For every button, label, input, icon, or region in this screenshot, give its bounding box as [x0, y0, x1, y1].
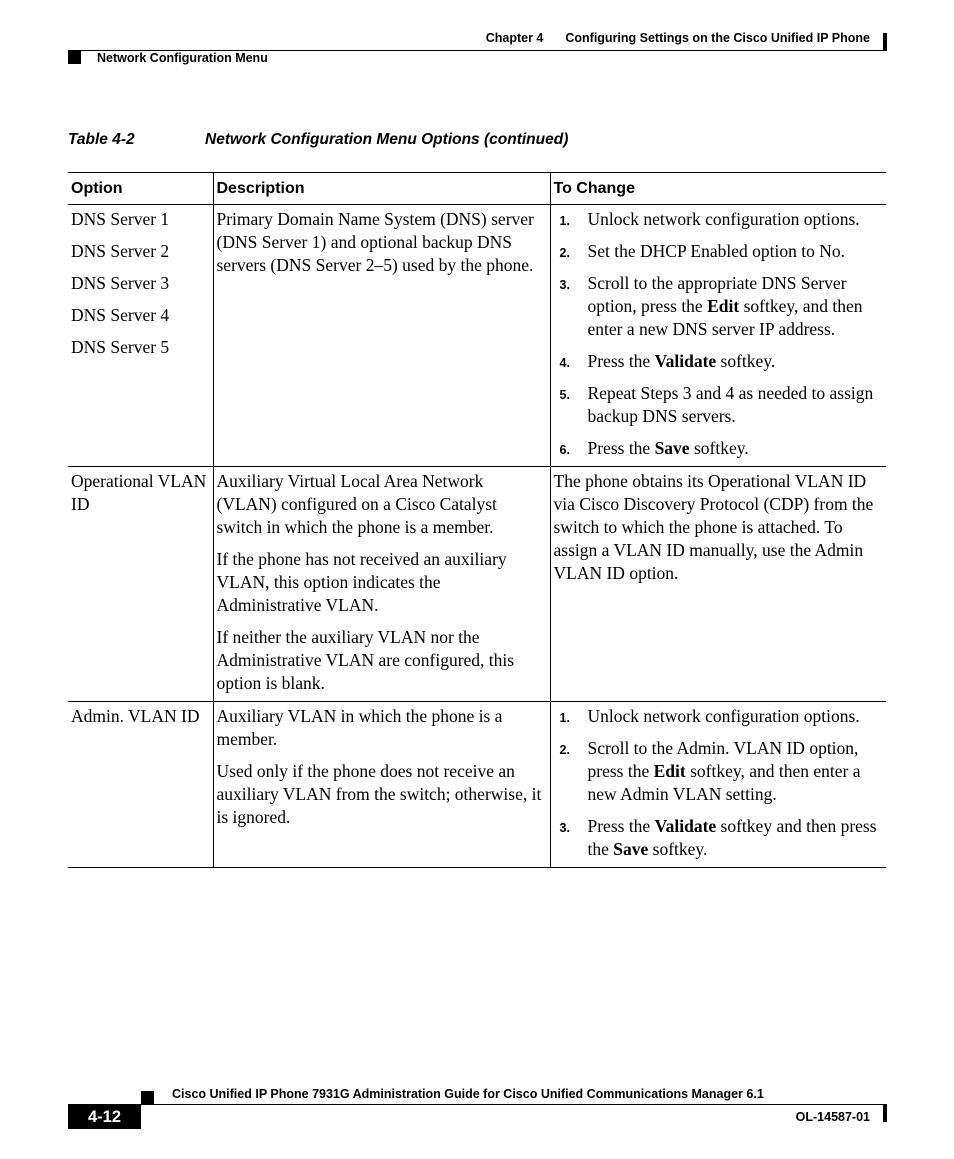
option-dns-server-5: DNS Server 5	[71, 337, 170, 357]
option-dns-server-4: DNS Server 4	[71, 305, 170, 325]
table-header-row	[68, 173, 886, 205]
step-text: Set the DHCP Enabled option to No.	[587, 241, 845, 261]
softkey-save: Save	[654, 438, 690, 458]
guide-title: Cisco Unified IP Phone 7931G Administration Guide for Cisco Unified Communications Manager 6.1	[172, 1087, 764, 1101]
option-cell	[68, 205, 213, 467]
description-text: If neither the auxiliary VLAN nor the Administrative VLAN are configured, this option is blank.	[216, 627, 515, 693]
doc-number: OL-14587-01	[795, 1110, 870, 1124]
to-change-text: The phone obtains its Operational VLAN ID via Cisco Discovery Protocol (CDP) from the switch to which the phone is attached. To assign a VLAN ID manually, use the Admin VLAN ID option.	[553, 471, 874, 583]
description-text: Auxiliary VLAN in which the phone is a member.	[216, 706, 503, 749]
step-item	[554, 815, 883, 861]
footer-square	[141, 1091, 154, 1104]
step-item	[554, 382, 883, 428]
step-number: 2.	[559, 246, 570, 260]
steps-list	[554, 705, 883, 861]
step-item	[554, 272, 883, 341]
step-number: 4.	[559, 356, 570, 370]
softkey-save: Save	[613, 839, 649, 859]
step-item	[554, 437, 883, 460]
page-number: 4-12	[68, 1105, 141, 1129]
option-cell	[68, 702, 213, 868]
footer-bar	[883, 1105, 887, 1122]
option-admin-vlan-id: Admin. VLAN ID	[71, 706, 200, 726]
header-bar	[883, 33, 887, 50]
table-number: Table 4-2	[68, 131, 135, 148]
step-item	[554, 705, 883, 728]
step-item	[554, 737, 883, 806]
step-number: 2.	[559, 743, 570, 757]
step-text: softkey and then press the	[587, 816, 877, 859]
option-dns-server-2: DNS Server 2	[71, 241, 170, 261]
step-text: Press the	[587, 816, 655, 836]
description-text: Auxiliary Virtual Local Area Network (VLAN) configured on a Cisco Catalyst switch in which the phone is a member.	[216, 471, 497, 537]
description-cell	[213, 205, 550, 467]
step-text: Press the	[587, 351, 655, 371]
table-title: Network Configuration Menu Options (continued)	[205, 131, 569, 148]
step-number: 3.	[559, 278, 570, 292]
step-text: Unlock network configuration options.	[587, 209, 860, 229]
step-text: Repeat Steps 3 and 4 as needed to assign backup DNS servers.	[587, 383, 874, 426]
header-description: Description	[213, 173, 550, 205]
steps-list	[554, 208, 883, 460]
step-text: Scroll to the Admin. VLAN ID option, press the	[587, 738, 859, 781]
description-text: Used only if the phone does not receive an auxiliary VLAN from the switch; otherwise, it is ignored.	[216, 761, 542, 827]
table-row-admin-vlan	[68, 702, 886, 868]
option-dns-server-1: DNS Server 1	[71, 209, 170, 229]
softkey-validate: Validate	[654, 816, 717, 836]
table-row-operational-vlan	[68, 467, 886, 702]
step-text: Unlock network configuration options.	[587, 706, 860, 726]
step-item	[554, 350, 883, 373]
softkey-edit: Edit	[707, 296, 740, 316]
header-square	[68, 51, 81, 64]
step-number: 1.	[559, 711, 570, 725]
chapter-number: Chapter 4	[485, 31, 544, 45]
header-to-change: To Change	[550, 173, 886, 205]
step-item	[554, 208, 883, 231]
step-number: 3.	[559, 821, 570, 835]
table-row-dns-servers	[68, 205, 886, 467]
description-text: Primary Domain Name System (DNS) server (DNS Server 1) and optional backup DNS servers (DNS Server 2–5) used by the phone.	[216, 209, 534, 275]
step-number: 1.	[559, 214, 570, 228]
softkey-validate: Validate	[654, 351, 717, 371]
description-cell	[213, 467, 550, 702]
option-dns-server-3: DNS Server 3	[71, 273, 170, 293]
description-cell	[213, 702, 550, 868]
step-number: 5.	[559, 388, 570, 402]
step-text: softkey.	[648, 839, 708, 859]
softkey-edit: Edit	[653, 761, 686, 781]
step-text: softkey, and then enter a new DNS server IP address.	[587, 296, 863, 339]
step-text: Press the	[587, 438, 655, 458]
to-change-cell	[550, 467, 886, 702]
to-change-cell	[550, 702, 886, 868]
running-header	[486, 31, 870, 45]
option-operational-vlan-id: Operational VLAN ID	[71, 471, 207, 514]
to-change-cell	[550, 205, 886, 467]
description-text: If the phone has not received an auxiliary VLAN, this option indicates the Administrative VLAN.	[216, 549, 507, 615]
footer-rule	[68, 1104, 887, 1105]
step-text: softkey.	[716, 351, 776, 371]
header-option: Option	[68, 173, 213, 205]
step-text: softkey, and then enter a new Admin VLAN setting.	[587, 761, 861, 804]
section-title: Network Configuration Menu	[97, 51, 268, 65]
step-item	[554, 240, 883, 263]
step-text: Scroll to the appropriate DNS Server option, press the	[587, 273, 847, 316]
option-cell	[68, 467, 213, 702]
step-text: softkey.	[689, 438, 749, 458]
chapter-title: Configuring Settings on the Cisco Unified IP Phone	[565, 31, 870, 45]
step-number: 6.	[559, 443, 570, 457]
network-config-table	[68, 172, 886, 868]
